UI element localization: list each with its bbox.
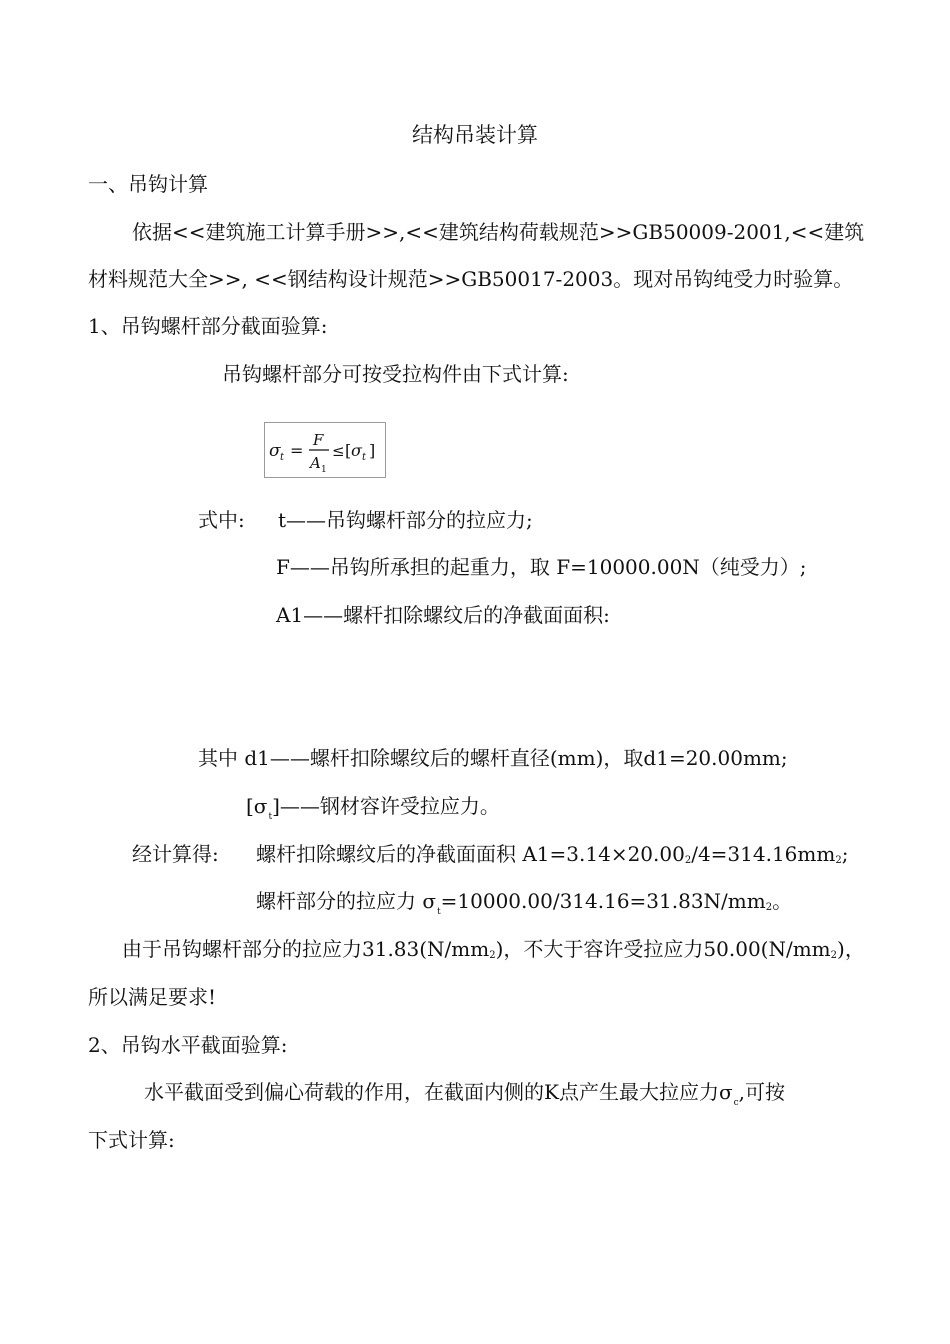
formula-le: ≤ (332, 442, 345, 460)
calc-label: 经计算得: (132, 842, 219, 866)
conclusion-line2: 所以满足要求! (88, 985, 217, 1009)
allowable-stress-definition (246, 794, 500, 823)
formula-sigma-allow-sub: t (362, 452, 367, 463)
allow-sub: t (268, 812, 273, 822)
tensile-stress-formula (264, 422, 386, 478)
subsection-heading-horizontal: 2、吊钩水平截面验算: (88, 1033, 288, 1057)
calc-area-exp: 2 (684, 855, 692, 866)
formula-denominator: A (310, 454, 321, 472)
calc-stress-exp: 2 (765, 902, 773, 913)
calc-area-text2: /4=314.16mm (691, 842, 836, 866)
basis-paragraph-line1: 依据<<建筑施工计算手册>>,<<建筑结构荷载规范>>GB50009-2001,<<建筑 (132, 220, 865, 244)
formula-bracket-open: [ (345, 441, 352, 460)
basis-paragraph-line2: 材料规范大全>>, <<钢结构设计规范>>GB50017-2003。现对吊钩纯受力时验算。 (88, 267, 854, 291)
calc-stress-text2: =10000.00/314.16=31.83N/mm (440, 889, 766, 913)
calc-stress-text: 螺杆部分的拉应力 σ (256, 889, 437, 913)
concl-text-b: )，不大于容许受拉应力50.00(N/mm (495, 937, 831, 961)
formula-numerator: F (313, 431, 324, 449)
horizontal-text-b: ,可按 (738, 1080, 785, 1104)
page-title: 结构吊装计算 (412, 123, 538, 147)
conclusion-line1 (122, 937, 865, 966)
allow-open: [σ (246, 794, 268, 818)
concl-text-a: 由于吊钩螺杆部分的拉应力31.83(N/mm (122, 937, 490, 961)
concl-text-c: )， (837, 937, 865, 961)
formula-intro: 吊钩螺杆部分可按受拉构件由下式计算: (222, 362, 569, 386)
formula-sigma: σ (269, 441, 281, 461)
concl-exp2: 2 (830, 950, 838, 961)
horizontal-section-text-line2: 下式计算: (88, 1128, 175, 1152)
formula-equals: = (290, 441, 304, 460)
calc-area-text: 螺杆扣除螺纹后的净截面面积 A1=3.14×20.00 (256, 842, 685, 866)
formula-bracket-close: ] (369, 441, 376, 460)
where-A1-definition: A1——螺杆扣除螺纹后的净截面面积: (276, 603, 610, 627)
formula-sigma-sub: t (280, 452, 285, 463)
allow-rest: ]——钢材容许受拉应力。 (272, 794, 500, 818)
where-label: 式中: (198, 508, 245, 532)
where-F-definition: F——吊钩所承担的起重力，取 F=10000.00N（纯受力）; (276, 555, 807, 579)
calc-stress-sub: t (437, 907, 441, 917)
calc-stress-end: 。 (772, 889, 793, 913)
formula-sigma-allow: σ (351, 441, 362, 460)
where-t-definition: t——吊钩螺杆部分的拉应力; (278, 508, 533, 532)
horizontal-text-a: 水平截面受到偏心荷载的作用，在截面内侧的K点产生最大拉应力σ (144, 1080, 733, 1104)
calc-area-result (256, 842, 848, 871)
calc-area-end: ; (841, 842, 849, 866)
horizontal-section-text-line1 (144, 1080, 785, 1109)
horizontal-text-sub: c (733, 1098, 739, 1108)
calc-area-exp2: 2 (835, 855, 842, 866)
subsection-heading-screw: 1、吊钩螺杆部分截面验算: (88, 314, 328, 338)
where-d1-definition: 其中 d1——螺杆扣除螺纹后的螺杆直径(mm)，取d1=20.00mm; (198, 746, 788, 770)
calc-stress-result (256, 889, 792, 918)
formula-denominator-sub: 1 (321, 465, 327, 475)
concl-exp1: 2 (489, 950, 496, 961)
section-heading-hook-calc: 一、吊钩计算 (88, 172, 208, 196)
